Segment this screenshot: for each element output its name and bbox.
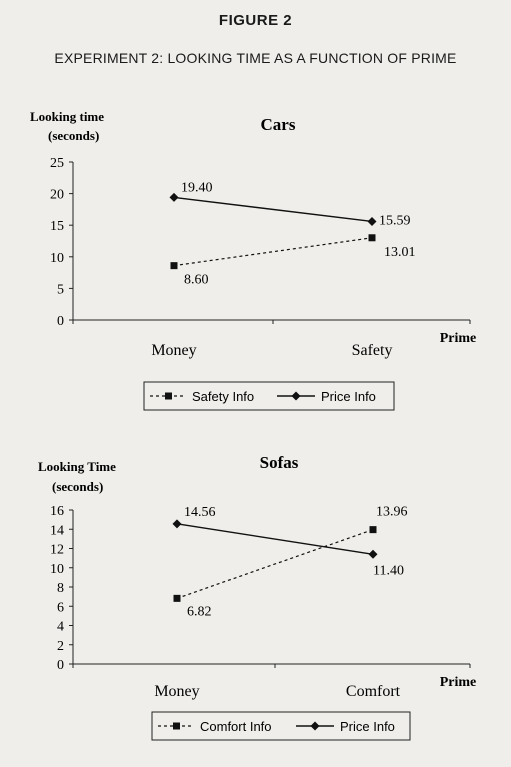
sofas-x-tick-label: Comfort [345, 683, 401, 700]
cars-x-tick-label: Safety [351, 342, 393, 359]
cars-y-tick-label: 20 [50, 187, 64, 203]
cars-legend-label: Safety Info [192, 389, 255, 404]
figure-subtitle: EXPERIMENT 2: LOOKING TIME AS A FUNCTION OF PRIME [54, 50, 457, 66]
sofas-legend-label: Price Info [340, 719, 395, 734]
sofas-data-point-diamond [173, 519, 182, 528]
sofas-x-tick-label: Money [154, 683, 200, 700]
sofas-legend-marker-diamond [311, 722, 320, 731]
sofas-y-tick-label: 4 [57, 619, 64, 635]
cars-data-label: 15.59 [379, 213, 411, 229]
cars-y-tick-label: 25 [50, 156, 64, 171]
cars-x-tick-label: Money [151, 342, 197, 359]
sofas-y-tick-label: 2 [57, 638, 64, 654]
cars-data-label: 13.01 [384, 244, 416, 260]
sofas-xlabel: Prime [439, 675, 477, 690]
sofas-y-tick-label: 14 [50, 523, 64, 539]
cars-y-tick-label: 10 [50, 250, 64, 266]
sofas-y-tick-label: 8 [57, 581, 64, 596]
sofas-y-tick-label: 16 [50, 504, 64, 519]
sofas-ylabel-units: (seconds) [52, 479, 104, 494]
cars-data-label: 8.60 [184, 272, 209, 288]
cars-ylabel: Looking time [30, 109, 105, 124]
sofas-data-label: 13.96 [376, 504, 408, 520]
sofas-data-label: 11.40 [373, 563, 404, 579]
cars-legend-label: Price Info [321, 389, 376, 404]
sofas-chart-title: Sofas [259, 453, 299, 472]
cars-ylabel-units: (seconds) [48, 128, 100, 143]
cars-y-tick-label: 5 [57, 282, 64, 298]
cars-data-label: 19.40 [181, 180, 213, 196]
sofas-y-tick-label: 6 [57, 600, 64, 616]
sofas-y-tick-label: 12 [50, 542, 64, 558]
cars-y-tick-label: 15 [50, 219, 64, 235]
sofas-y-tick-label: 10 [50, 561, 64, 577]
sofas-data-point-diamond [369, 550, 378, 559]
cars-y-tick-label: 0 [57, 314, 64, 329]
sofas-data-label: 14.56 [184, 504, 216, 520]
figure-title: FIGURE 2 [218, 12, 293, 29]
sofas-ylabel: Looking Time [38, 459, 116, 474]
sofas-y-tick-label: 0 [57, 658, 64, 673]
sofas-legend-label: Comfort Info [200, 719, 272, 734]
sofas-series-line-solid [177, 524, 373, 554]
sofas-data-point-square [174, 595, 181, 602]
sofas-data-point-square [370, 526, 377, 533]
cars-xlabel: Prime [439, 331, 477, 346]
sofas-series-line-dashed [177, 530, 373, 599]
sofas-data-label: 6.82 [187, 604, 212, 620]
sofas-legend-marker-square [173, 723, 180, 730]
cars-chart-title: Cars [260, 115, 296, 134]
